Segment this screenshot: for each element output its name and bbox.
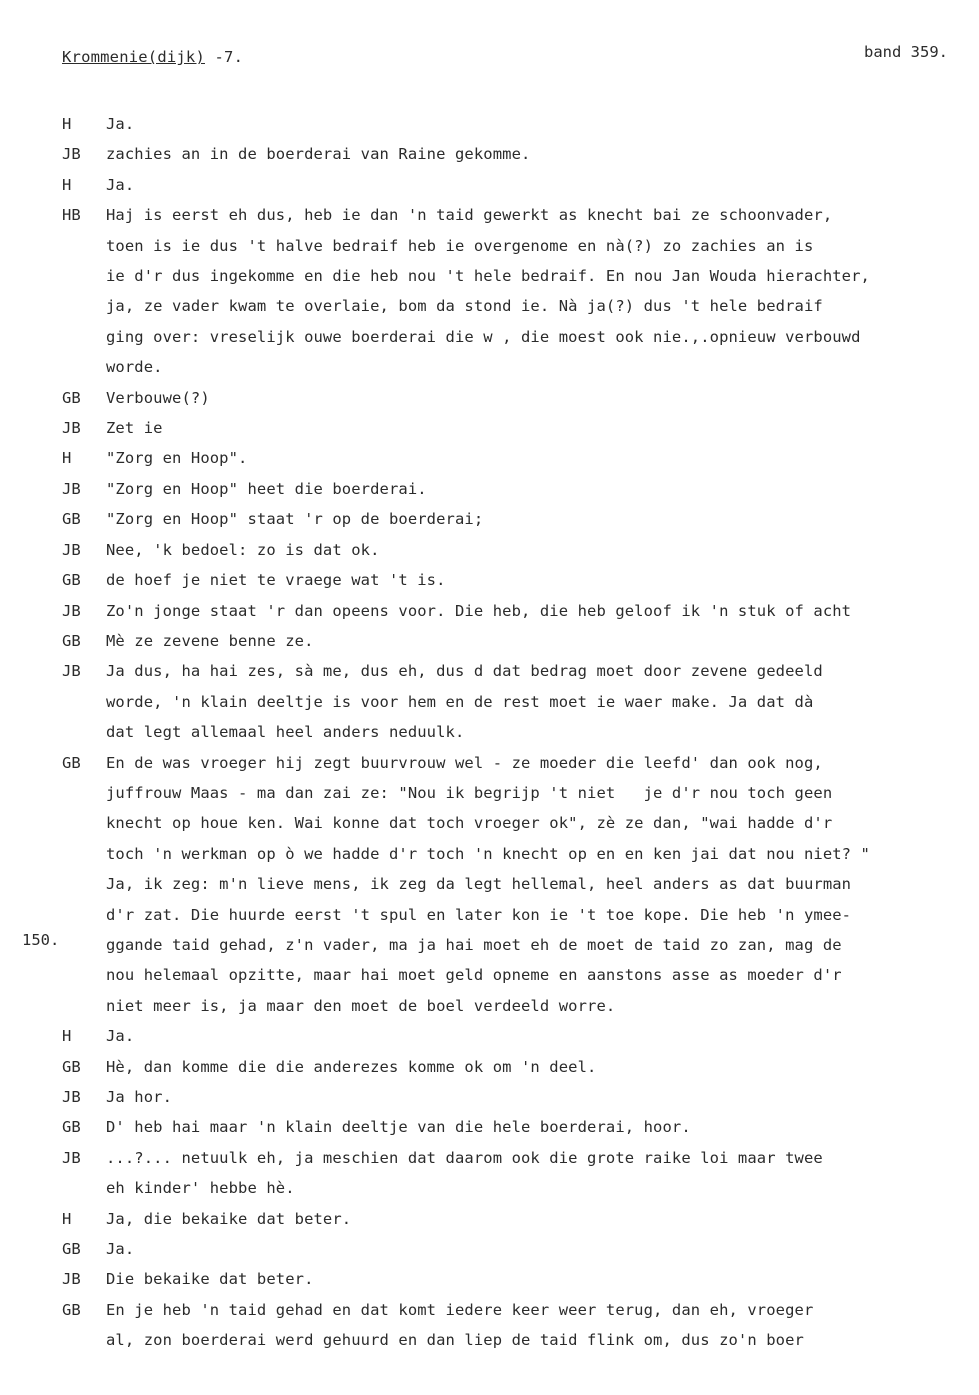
transcript-turn — [62, 413, 962, 443]
transcript-turn — [62, 200, 962, 382]
utterance-text: D' heb hai maar 'n klain deeltje van die hele boerderai, hoor. — [106, 1118, 691, 1137]
speaker-label: H — [62, 449, 72, 468]
speaker-label: H — [62, 175, 72, 194]
transcript — [62, 109, 962, 1356]
speaker-label: GB — [62, 1240, 81, 1259]
speaker-label: GB — [62, 753, 81, 772]
speaker-label: GB — [62, 1057, 81, 1076]
utterance-text: Ja, die bekaike dat beter. — [106, 1209, 352, 1228]
speaker-label: JB — [62, 479, 81, 498]
speaker-label: JB — [62, 601, 81, 620]
speaker-label: HB — [62, 206, 81, 225]
page-number: -7. — [204, 48, 244, 66]
utterance-text: Verbouwe(?) — [106, 388, 210, 407]
transcript-turn — [62, 596, 962, 626]
transcript-turn — [62, 535, 962, 565]
speaker-label: H — [62, 1027, 72, 1046]
utterance-text: Zet ie — [106, 419, 163, 438]
utterance-text: Ja. — [106, 1027, 135, 1046]
transcript-turn — [62, 1052, 962, 1082]
speaker-label: JB — [62, 540, 81, 559]
utterance-text: Zo'n jonge staat 'r dan opeens voor. Die heb, die heb geloof ik 'n stuk of acht — [106, 601, 852, 620]
speaker-label: H — [62, 115, 72, 133]
transcript-turn — [62, 1295, 962, 1356]
speaker-label: JB — [62, 1270, 81, 1289]
speaker-label: GB — [62, 388, 81, 407]
transcript-turn — [62, 1112, 962, 1142]
transcript-turn — [62, 1204, 962, 1234]
utterance-text: Mè ze zevene benne ze. — [106, 631, 314, 650]
utterance-text: Ja. — [106, 115, 135, 133]
transcript-turn — [62, 1143, 962, 1204]
utterance-text: Ja dus, ha hai zes, sà me, dus eh, dus d dat bedrag moet door zevene gedeeld worde, 'n klain deeltje is voor hem en de rest moet ie waer make. Ja dat dà dat legt allemaal heel anders neduulk. — [106, 662, 823, 742]
transcript-turn — [62, 443, 962, 473]
transcript-turn — [62, 109, 962, 139]
line-counter: 150. — [22, 931, 60, 949]
utterance-text: En je heb 'n taid gehad en dat komt iedere keer weer terug, dan eh, vroeger al, zon boerderai werd gehuurd en dan liep de taid flink om, dus zo'n boer — [106, 1300, 814, 1350]
utterance-text: Ja hor. — [106, 1088, 173, 1106]
speaker-label: GB — [62, 510, 81, 529]
page-header-title — [62, 48, 243, 66]
utterance-text: "Zorg en Hoop" staat 'r op de boerderai; — [106, 510, 484, 529]
utterance-text: Ja. — [106, 1240, 135, 1259]
speaker-label: GB — [62, 571, 81, 590]
speaker-label: GB — [62, 1300, 81, 1319]
utterance-text: "Zorg en Hoop". — [106, 449, 248, 468]
utterance-text: zachies an in de boerderai van Raine gekomme. — [106, 145, 531, 164]
transcript-turn — [62, 170, 962, 200]
speaker-label: JB — [62, 1148, 81, 1167]
utterance-text: En de was vroeger hij zegt buurvrouw wel - ze moeder die leefd' dan ook nog, juffrouw Maas - ma dan zai ze: "Nou ik begrijp 't niet je d'r nou toch geen knecht op houe ken. Wai konne dat toch vroeger ok", zè ze dan, "wai hadde d'r toch 'n werkman op ò we hadde d'r toch 'n knecht op en en ken jai dat nou niet? " Ja, ik zeg: m'n lieve mens, ik zeg da legt hellemal, heel anders as dat buurman d'r zat. Die huurde eerst 't spul en later kon ie 't toe kope. Die heb 'n ymee- ggande taid gehad, z'n vader, ma ja hai moet eh de moet de taid zo zan, mag de nou helemaal opzitte, maar hai moet geld opneme en aanstons asse as moeder d'r niet meer is, ja maar den moet de boel verdeeld worre. — [106, 753, 870, 1015]
utterance-text: de hoef je niet te vraege wat 't is. — [106, 571, 446, 590]
transcript-turn — [62, 383, 962, 413]
location-title: Krommenie(dijk) — [62, 48, 205, 66]
transcript-turn — [62, 748, 962, 1022]
band-label: band 359. — [864, 43, 948, 61]
utterance-text: Die bekaike dat beter. — [106, 1270, 314, 1289]
transcript-turn — [62, 565, 962, 595]
transcript-turn — [62, 626, 962, 656]
speaker-label: JB — [62, 1088, 81, 1106]
utterance-text: Nee, 'k bedoel: zo is dat ok. — [106, 540, 380, 559]
transcript-turn — [62, 1021, 962, 1051]
utterance-text: Haj is eerst eh dus, heb ie dan 'n taid gewerkt as knecht bai ze schoonvader, toen is ie dus 't halve bedraif heb ie overgenome en nà(?) zo zachies an is ie d'r dus ingekomme en die heb nou 't hele bedraif. En nou Jan Wouda hierachter, ja, ze vader kwam te overlaie, bom da stond ie. Nà ja(?) dus 't hele bedraif ging over: vreselijk ouwe boerderai die w , die moest ook nie.,.opnieuw verbouwd worde. — [106, 206, 870, 377]
transcript-turn — [62, 474, 962, 504]
transcript-turn — [62, 504, 962, 534]
speaker-label: JB — [62, 419, 81, 438]
speaker-label: JB — [62, 145, 81, 164]
transcript-turn — [62, 656, 962, 747]
transcript-turn — [62, 1264, 962, 1294]
utterance-text: ...?... netuulk eh, ja meschien dat daarom ook die grote raike loi maar twee eh kinder' hebbe hè. — [106, 1148, 823, 1198]
utterance-text: "Zorg en Hoop" heet die boerderai. — [106, 479, 427, 498]
transcript-turn — [62, 1082, 962, 1112]
transcript-turn — [62, 1234, 962, 1264]
utterance-text: Hè, dan komme die die anderezes komme ok om 'n deel. — [106, 1057, 597, 1076]
speaker-label: GB — [62, 1118, 81, 1137]
speaker-label: H — [62, 1209, 72, 1228]
speaker-label: GB — [62, 631, 81, 650]
speaker-label: JB — [62, 662, 81, 681]
utterance-text: Ja. — [106, 175, 135, 194]
transcript-turn — [62, 139, 962, 169]
